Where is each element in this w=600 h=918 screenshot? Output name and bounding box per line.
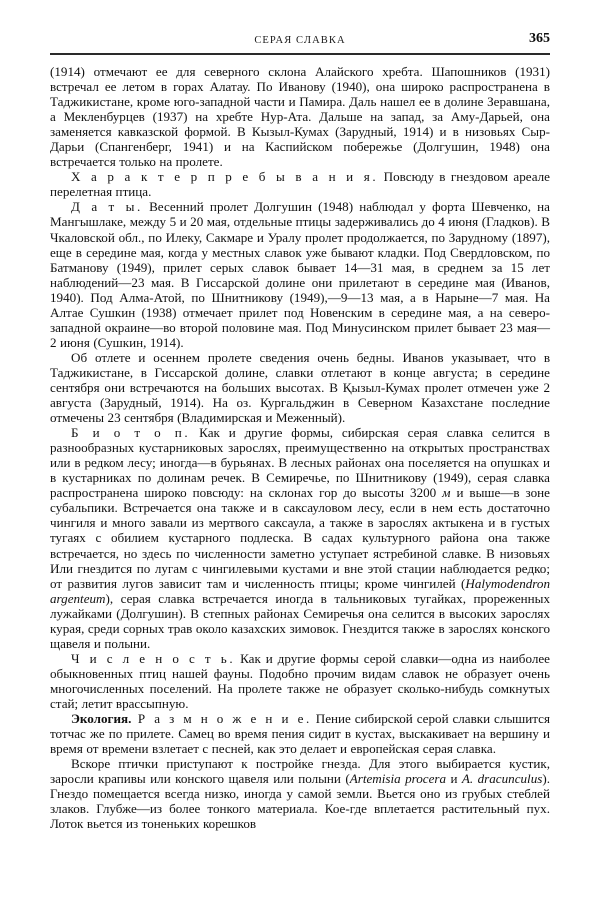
paragraph-8-text-mid: и (446, 771, 462, 787)
section-heading-dates: Д а т ы. (71, 199, 143, 215)
paragraph-8-text-pre: Вскоре птички приступают к постройке гнезда. Для этого выбирается кустик, заросли крапивы или конского щавеля или полыни ( (50, 756, 550, 787)
paragraph-1-text: (1914) отмечают ее для северного склона Алайского хребта. Шапошников (1931) встречал ее летом в горах Алатау. По Иванову (1940), она широко распространена в Таджикистане, кроме юго-западной части и Памира. Даль нашел ее в долине Зеравшана, а Мекленбурцев (1937) на хребте Нур-Ата. Дальше на запад, за Аму-Дарьей, она заменяется кавказской формой. В Кызыл-Кумах (Зарудный, 1914) и в низовьях Сыр-Дарьи (Спангенберг, 1941) и на Каспийском побережье (Долгушин, 1948) она встречается только на пролете. (50, 64, 550, 170)
running-head-title: СЕРАЯ СЛАВКА (254, 35, 346, 46)
paragraph-7-text: Пение сибирской серой славки слышится тотчас же по прилете. Самец во время пения сидит в кустах, выскакивает на вершину и время от времени взлетает с песней, как это делает и европейская серая славка. (50, 711, 550, 757)
species-name-artemisia-dracunculus: A. dracunculus (461, 771, 543, 787)
section-heading-character-of-stay: Х а р а к т е р п р е б ы в а н и я. (71, 169, 379, 185)
section-heading-reproduction: Р а з м н о ж е н и е. (131, 711, 312, 727)
paragraph-3 (50, 199, 550, 349)
paragraph-6 (50, 651, 550, 711)
paragraph-5-text-mid: и выше—в зоне субальпики. Встречается она также и в саксауловом лесу, если в нем есть достаточно чингиля и много завали из мертвого саксаула, а также в зарослях актыкена и в густых тугаях с обилием кустарного подлеска. В садах культурного района она также встречается, но здесь по численности заметно уступает ястребиной славке. В низовьях Или гнездится по лугам с чингилевыми кустами и вне этой стации наблюдается редко; от развития лугов зависит там и численность птицы; кроме чингилей ( (50, 485, 550, 591)
paragraph-2-text: Повсюду в гнездовом ареале перелетная птица. (50, 169, 550, 200)
running-head (50, 31, 550, 50)
paragraph-3-text: Весенний пролет Долгушин (1948) наблюдал у форта Шевченко, на Мангышлаке, между 5 и 20 мая, отдельные птицы задерживались до 4 июня (Гладков). В Чкаловской обл., по Илеку, Сакмаре и Уралу пролет продолжается, по Зарудному (1897), еще в середине мая, когда у местных славок уже бывают кладки. Под Свердловском, по Батманову (1949), прилет серых славок бывает 14—31 мая, в среднем за 15 лет наблюдений—23 мая. В Гиссарской долине они прилетают в середине мая (Иванов, 1940). Под Алма-Атой, по Шнитникову (1949),—9—13 мая, а в Нарыне—7 мая. На Алтае Сушкин (1938) отмечает прилет под Новенским в середине мая, а на северо-западной окраине—во второй половине мая. Под Минусинском прилет бывает 23 мая—2 июня (Сушкин, 1914). (50, 199, 550, 350)
section-heading-abundance: Ч и с л е н о с т ь. (71, 650, 236, 666)
species-name-artemisia-procera: Artemisia procera (349, 771, 447, 787)
body-text-column (50, 55, 550, 831)
page-number: 365 (529, 31, 550, 46)
section-heading-biotope: Б и о т о п. (71, 425, 191, 441)
unit-metres-italic: м (442, 485, 451, 501)
species-name-halymodendron: Halymodendron argenteum (50, 575, 550, 606)
paragraph-4 (50, 350, 550, 425)
paragraph-2 (50, 169, 550, 199)
paragraph-7 (50, 711, 550, 756)
document-page (0, 31, 600, 918)
paragraph-6-text: Как и другие формы серой славки—одна из наиболее обыкновенных птиц нашей фауны. Подобно прочим видам славок не образует очень многочисленных поселений. На пролете также не образует сколько-нибудь сомкнутых стай; летит врассыпную. (50, 650, 550, 711)
paragraph-5-text-post: ), серая славка встречается иногда в тальниковых тугайках, прореженных лужайками (Долгушин). В степных районах Семиречья она селится в высоких зарослях курая, среди сорных трав около казахских зимовок. Гнездится также в зарослях конского щавеля и полыни. (50, 590, 550, 651)
paragraph-1 (50, 64, 550, 169)
section-heading-ecology: Экология. (71, 711, 132, 727)
paragraph-8 (50, 756, 550, 831)
paragraph-5-text-pre: Как и другие формы, сибирская серая славка селится в разнообразных кустарниковых зарослях, преимущественно на открытых пространствах или в редком лесу; иногда—в бурьянах. В лесных районах она поселяется на опушках и в кустарниках по долинам речек. В Семиречье, по Шнитникову (1949), серая славка распространена широко повсюду: на склонах гор до высоты 3200 (50, 425, 550, 501)
paragraph-8-text-post: ). Гнездо помещается всегда низко, иногда у самой земли. Вьется оно из грубых стеблей злаков. Глубже—из более тонкого материала. Кое-где вплетается растительный пух. Лоток вьется из тоненьких корешков (50, 771, 550, 832)
paragraph-5 (50, 425, 550, 651)
paragraph-4-text: Об отлете и осеннем пролете сведения очень бедны. Иванов указывает, что в Таджикистане, в Гиссарской долине, славки отлетают в конце августа; в середине сентября они встречаются на больших высотах. В Қызыл-Кумах пролет отмечен уже 2 августа (Зарудный, 1914). На оз. Кургальджин в Северном Казахстане последние отмечены 23 сентября (Владимирская и Меженный). (50, 349, 550, 426)
